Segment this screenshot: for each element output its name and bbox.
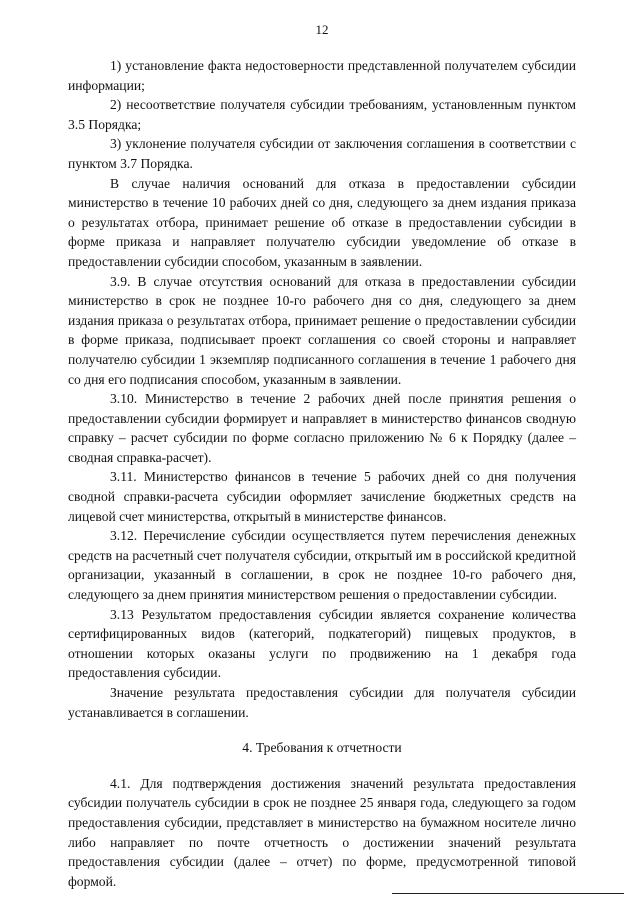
paragraph-4-1: 4.1. Для подтверждения достижения значений результата предоставления субсидии получатель субсидии в срок не позднее 25 января года, следующего за годом предоставления субсидии, представляет в министерство на бумажном носителе лично либо направляет по почте отчетность о достижении значений результата предоставления субсидии (далее – отчет) по форме, предусмотренной типовой формой. xyxy=(68,775,576,889)
paragraph-item-3: 3) уклонение получателя субсидии от заключения соглашения в соответствии с пунктом 3.7 Порядка. xyxy=(68,136,576,171)
paragraph-item-1: 1) установление факта недостоверности представленной получателем субсидии информации; xyxy=(68,58,576,93)
page-number: 12 xyxy=(315,22,329,37)
section-heading: 4. Требования к отчетности xyxy=(242,740,402,756)
paragraph-3-13: 3.13 Результатом предоставления субсидии является сохранение количества сертифицированных видов (категорий, подкатегорий) пищевых продуктов, в отношении которых оказаны услуги по продвижению на 1 декабря года предоставления субсидии. xyxy=(68,606,576,681)
paragraph-3-11: 3.11. Министерство финансов в течение 5 рабочих дней со дня получения сводной справки-расчета субсидии оформляет зачисление бюджетных средств на лицевой счет министерства, открытый в министерстве финансов. xyxy=(68,469,576,524)
paragraph-3-9: 3.9. В случае отсутствия оснований для отказа в предоставлении субсидии министерство в срок не позднее 10-го рабочего дня со дня, следующего за днем издания приказа о результатах отбора, принимает решение о предоставлении субсидии в форме приказа, подписывает проект соглашения со своей стороны и направляет получателю субсидии 1 экземпляр подписанного соглашения в течение 1 рабочего дня со дня его подписания способом, указанным в заявлении. xyxy=(68,273,576,387)
paragraph-3-10: 3.10. Министерство в течение 2 рабочих дней после принятия решения о предоставлении субсидии формирует и направляет в министерство финансов сводную справку – расчет субсидии по форме согласно приложению № 6 к Порядку (далее – сводная справка-расчет). xyxy=(68,391,576,465)
paragraph-3-12: 3.12. Перечисление субсидии осуществляется путем перечисления денежных средств на расчетный счет получателя субсидии, открытый им в российской кредитной организации, указанный в соглашении, в срок не позднее 10-го рабочего дня, следующего за днем принятия министерством решения о предоставлении субсидии. xyxy=(68,528,576,603)
paragraph-item-2: 2) несоответствие получателя субсидии требованиям, установленным пунктом 3.5 Порядка; xyxy=(68,97,576,132)
paragraph-refusal: В случае наличия оснований для отказа в предоставлении субсидии министерство в течение 10 рабочих дней со дня, следующего за днем издания приказа о результатах отбора, принимает решение об отказе в предоставлении субсидии в форме приказа и направляет получателю субсидии уведомление об отказе в предоставлении субсидии способом, указанным в заявлении. xyxy=(68,175,576,269)
bottom-rule xyxy=(392,893,624,894)
paragraph-result-value: Значение результата предоставления субсидии для получателя субсидии устанавливается в соглашении. xyxy=(68,685,576,720)
